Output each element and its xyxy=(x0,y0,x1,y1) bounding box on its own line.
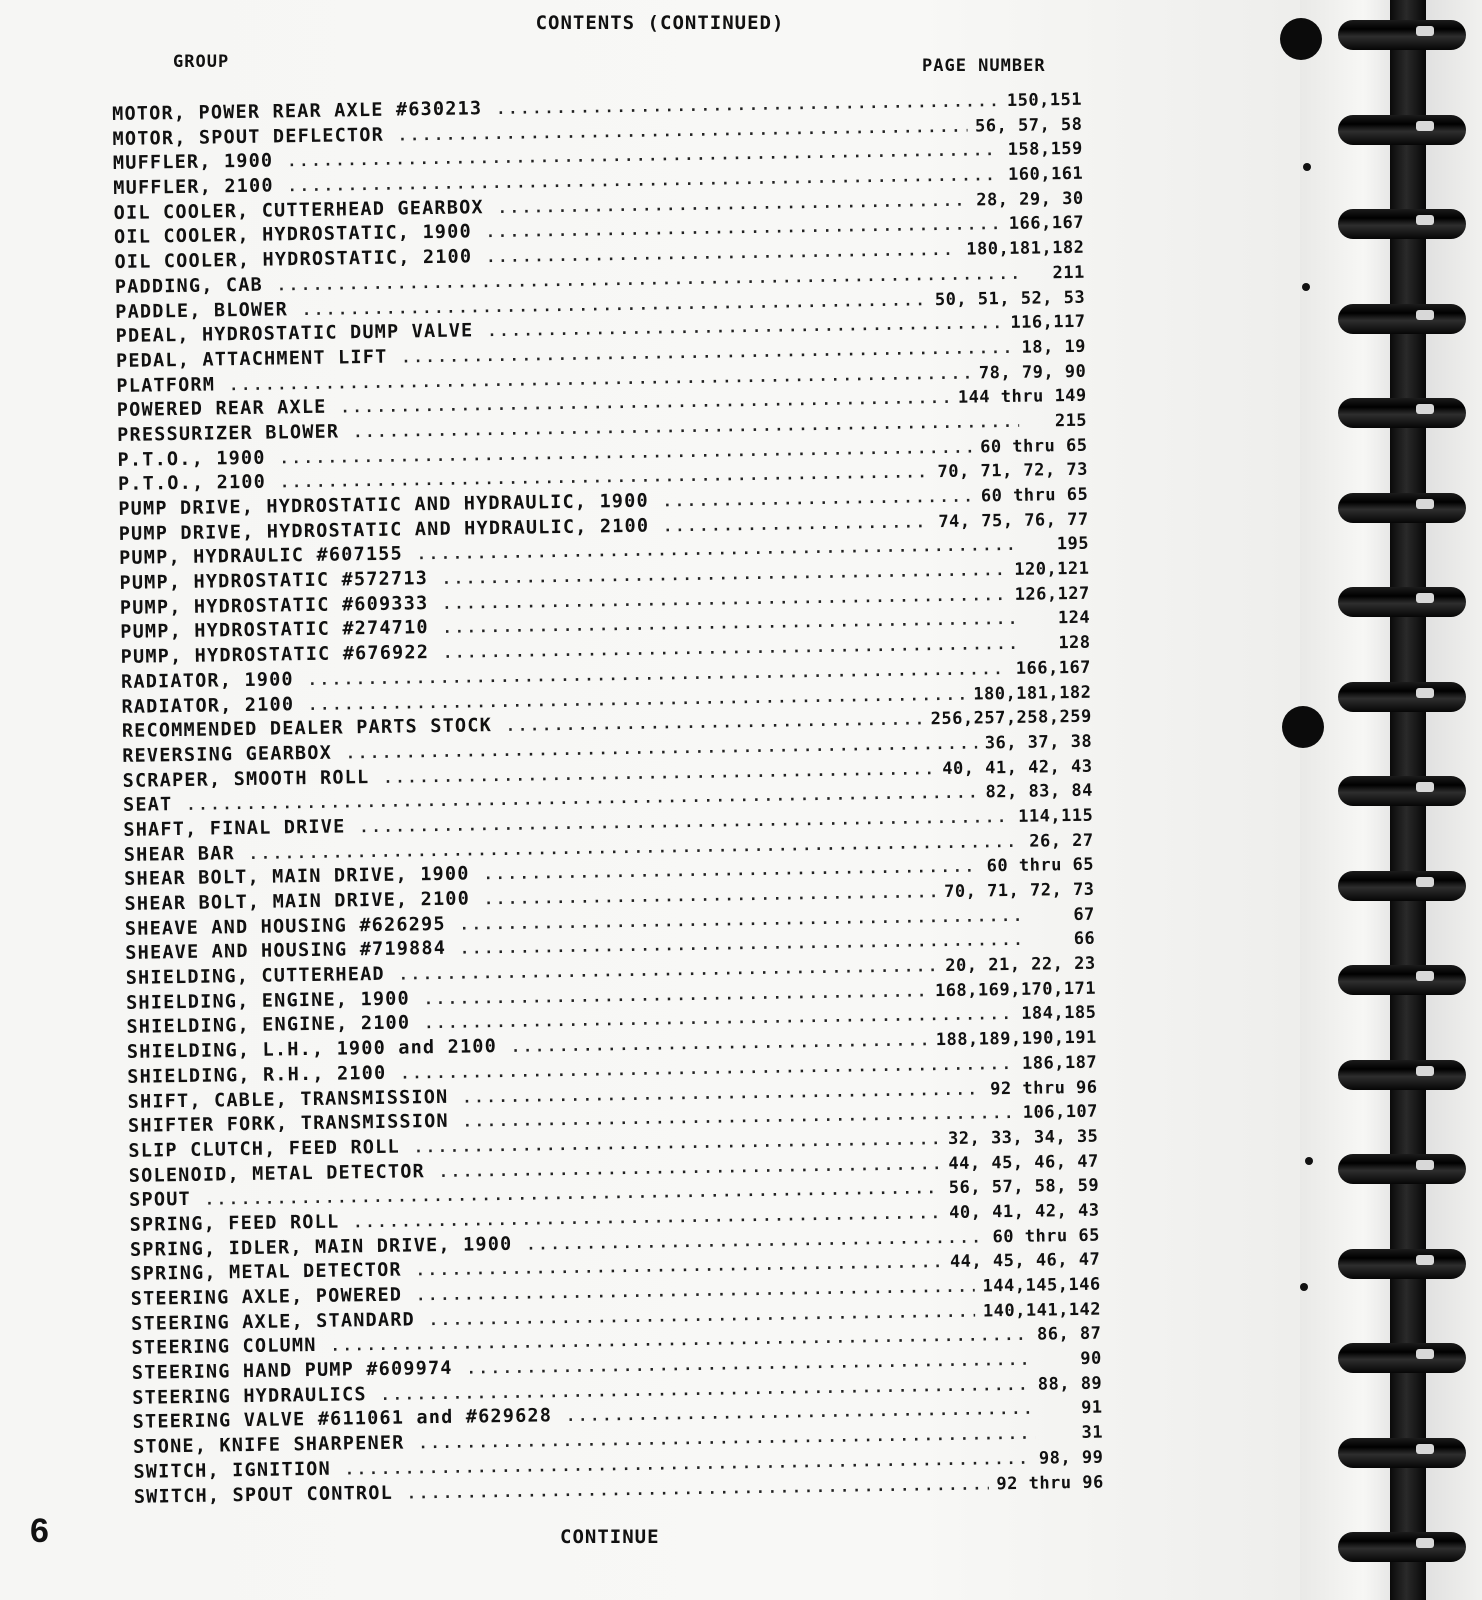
ink-speck xyxy=(1302,283,1310,291)
entry-page-numbers: 116,117 xyxy=(1010,311,1086,334)
ink-speck xyxy=(1303,163,1311,171)
entry-page-numbers: 92 thru 96 xyxy=(996,1472,1104,1494)
entry-page-numbers: 166,167 xyxy=(1015,657,1092,679)
entry-group-name: P.T.O., 2100 xyxy=(117,471,267,496)
binding-coil xyxy=(1338,304,1466,334)
entry-page-numbers: 60 thru 65 xyxy=(980,484,1089,507)
entry-page-numbers: 90 xyxy=(1080,1348,1102,1370)
entry-page-numbers: 98, 99 xyxy=(1038,1447,1104,1469)
entry-page-numbers: 158,159 xyxy=(1007,139,1083,161)
entry-page-numbers: 82, 83, 84 xyxy=(985,780,1094,803)
entry-group-name: OIL COOLER, HYDROSTATIC, 2100 xyxy=(114,246,473,274)
entry-group-name: SHEAR BOLT, MAIN DRIVE, 1900 xyxy=(124,863,470,891)
entry-page-numbers: 44, 45, 46, 47 xyxy=(948,1151,1099,1174)
entry-page-numbers: 60 thru 65 xyxy=(992,1225,1101,1247)
entry-group-name: SHEAVE AND HOUSING #719884 xyxy=(125,938,447,965)
binding-coil xyxy=(1338,1438,1466,1468)
entry-group-name: SWITCH, IGNITION xyxy=(133,1458,332,1483)
entry-page-numbers: 188,189,190,191 xyxy=(935,1027,1097,1051)
entry-page-numbers: 144 thru 149 xyxy=(957,385,1087,408)
entry-group-name: SHIELDING, ENGINE, 1900 xyxy=(125,988,411,1014)
entry-group-name: STEERING VALVE #611061 and #629628 xyxy=(132,1405,553,1434)
entry-group-name: SHEAR BOLT, MAIN DRIVE, 2100 xyxy=(124,888,471,915)
entry-group-name: OIL COOLER, CUTTERHEAD GEARBOX xyxy=(113,196,484,224)
ink-speck xyxy=(1300,1283,1308,1291)
entry-group-name: SWITCH, SPOUT CONTROL xyxy=(133,1482,394,1508)
binding-coil xyxy=(1338,20,1466,50)
entry-group-name: PUMP, HYDROSTATIC #609333 xyxy=(119,592,429,619)
entry-page-numbers: 44, 45, 46, 47 xyxy=(949,1249,1101,1273)
entry-group-name: SPRING, FEED ROLL xyxy=(129,1211,340,1236)
dot-leader xyxy=(526,1228,984,1253)
entry-page-numbers: 50, 51, 52, 53 xyxy=(934,287,1086,310)
dot-leader xyxy=(487,314,1002,340)
entry-page-numbers: 28, 29, 30 xyxy=(976,188,1084,211)
entry-page-numbers: 31 xyxy=(1081,1422,1104,1444)
entry-page-numbers: 168,169,170,171 xyxy=(934,978,1097,1001)
dot-leader xyxy=(496,92,999,118)
entry-page-numbers: 195 xyxy=(1056,534,1090,555)
entry-page-numbers: 86, 87 xyxy=(1036,1323,1102,1345)
group-column-header: GROUP xyxy=(173,52,230,72)
entry-group-name: MOTOR, POWER REAR AXLE #630213 xyxy=(112,98,483,125)
dot-leader xyxy=(486,215,1001,241)
entry-page-numbers: 74, 75, 76, 77 xyxy=(938,509,1089,532)
entry-page-numbers: 106,107 xyxy=(1022,1101,1099,1124)
dot-leader xyxy=(484,883,936,908)
entry-group-name: SCRAPER, SMOOTH ROLL xyxy=(122,766,370,792)
entry-page-numbers: 215 xyxy=(1054,410,1088,432)
dot-leader xyxy=(483,858,978,884)
binding-coil xyxy=(1338,493,1466,523)
entry-group-name: SHIELDING, L.H., 1900 and 2100 xyxy=(126,1036,498,1064)
entry-group-name: STEERING AXLE, STANDARD xyxy=(131,1309,416,1335)
entry-page-numbers: 60 thru 65 xyxy=(979,435,1088,458)
entry-page-numbers: 56, 57, 58, 59 xyxy=(948,1175,1100,1199)
entry-page-numbers: 56, 57, 58 xyxy=(974,114,1083,137)
entry-group-name: PUMP DRIVE, HYDROSTATIC AND HYDRAULIC, 2100 xyxy=(118,515,650,545)
page-number-column-header: PAGE NUMBER xyxy=(922,56,1046,76)
entry-group-name: SHAFT, FINAL DRIVE xyxy=(123,816,346,841)
binding-coil xyxy=(1338,587,1466,617)
dot-leader xyxy=(663,488,973,511)
entry-group-name: SPRING, METAL DETECTOR xyxy=(130,1259,402,1286)
binding-coil xyxy=(1338,871,1466,901)
dot-leader xyxy=(511,1031,928,1056)
binding-coil xyxy=(1338,209,1466,239)
entry-page-numbers: 180,181,182 xyxy=(966,237,1085,260)
entry-page-numbers: 36, 37, 38 xyxy=(984,731,1093,754)
entry-page-numbers: 40, 41, 42, 43 xyxy=(942,756,1093,779)
entry-group-name: P.T.O., 1900 xyxy=(117,447,266,471)
entry-page-numbers: 67 xyxy=(1073,904,1096,925)
binding-coil xyxy=(1338,115,1466,145)
entry-page-numbers: 124 xyxy=(1057,608,1091,629)
entry-group-name: SPRING, IDLER, MAIN DRIVE, 1900 xyxy=(129,1233,513,1261)
binding-coil xyxy=(1338,682,1466,712)
entry-page-numbers: 60 thru 65 xyxy=(986,854,1095,877)
entry-page-numbers: 26, 27 xyxy=(1029,830,1094,852)
entry-group-name: SHIELDING, CUTTERHEAD xyxy=(125,963,385,989)
entry-page-numbers: 166,167 xyxy=(1008,213,1085,235)
entry-group-name: PADDING, CAB xyxy=(114,274,264,298)
entry-group-name: RADIATOR, 1900 xyxy=(120,669,294,693)
entry-page-numbers: 211 xyxy=(1052,262,1085,284)
punch-hole xyxy=(1280,18,1322,60)
binding-coil xyxy=(1338,965,1466,995)
entry-page-numbers: 256,257,258,259 xyxy=(930,706,1092,730)
entry-group-name: OIL COOLER, HYDROSTATIC, 1900 xyxy=(113,221,473,249)
entry-page-numbers: 126,127 xyxy=(1014,583,1090,605)
dot-leader xyxy=(486,241,958,266)
entry-group-name: STEERING COLUMN xyxy=(131,1335,317,1360)
entry-group-name: PDEAL, HYDROSTATIC DUMP VALVE xyxy=(115,320,474,348)
dot-leader xyxy=(566,1400,1035,1425)
entry-page-numbers: 91 xyxy=(1080,1398,1103,1419)
contents-list xyxy=(112,89,1104,1511)
entry-group-name: STONE, KNIFE SHARPENER xyxy=(132,1432,405,1458)
entry-group-name: SOLENOID, METAL DETECTOR xyxy=(128,1160,426,1187)
entry-page-numbers: 20, 21, 22, 23 xyxy=(945,953,1096,977)
ink-speck xyxy=(1305,1157,1313,1165)
entry-group-name: STEERING AXLE, POWERED xyxy=(130,1284,403,1310)
entry-group-name: SLIP CLUTCH, FEED ROLL xyxy=(128,1136,401,1162)
entry-group-name: PUMP DRIVE, HYDROSTATIC AND HYDRAULIC, 1900 xyxy=(118,490,650,520)
dot-leader xyxy=(506,711,923,736)
entry-page-numbers: 70, 71, 72, 73 xyxy=(937,460,1089,483)
binding-coil xyxy=(1338,1060,1466,1090)
entry-page-numbers: 128 xyxy=(1058,632,1091,654)
entry-group-name: MUFFLER, 2100 xyxy=(113,175,274,200)
binding-coil xyxy=(1338,398,1466,428)
entry-group-name: RECOMMENDED DEALER PARTS STOCK xyxy=(121,715,493,743)
entry-page-numbers: 140,141,142 xyxy=(982,1299,1102,1322)
punch-hole xyxy=(1282,706,1324,748)
page-title: CONTENTS (CONTINUED) xyxy=(535,12,785,34)
entry-group-name: RADIATOR, 2100 xyxy=(121,693,295,718)
entry-page-numbers: 114,115 xyxy=(1017,805,1094,827)
entry-page-numbers: 70, 71, 72, 73 xyxy=(944,879,1095,903)
entry-group-name: STEERING HYDRAULICS xyxy=(132,1383,367,1409)
entry-page-numbers: 150,151 xyxy=(1006,89,1083,111)
continue-label: CONTINUE xyxy=(560,1526,660,1548)
entry-group-name: PEDAL, ATTACHMENT LIFT xyxy=(115,346,388,372)
entry-page-numbers: 88, 89 xyxy=(1037,1373,1103,1395)
entry-group-name: PRESSURIZER BLOWER xyxy=(117,421,340,446)
entry-page-numbers: 78, 79, 90 xyxy=(978,361,1087,383)
binding-coil xyxy=(1338,1154,1466,1184)
binding-coil xyxy=(1338,1343,1466,1373)
entry-group-name: SPOUT xyxy=(129,1189,192,1212)
entry-group-name: PUMP, HYDRAULIC #607155 xyxy=(118,543,404,570)
binding-coil xyxy=(1338,1249,1466,1279)
entry-group-name: SHIFTER FORK, TRANSMISSION xyxy=(127,1111,449,1138)
entry-group-name: PUMP, HYDROSTATIC #274710 xyxy=(120,617,429,644)
binding-coil xyxy=(1338,1532,1466,1562)
entry-group-name: PUMP, HYDROSTATIC #676922 xyxy=(120,642,430,669)
entry-page-numbers: 32, 33, 34, 35 xyxy=(947,1126,1099,1149)
entry-group-name: PADDLE, BLOWER xyxy=(115,298,289,323)
entry-group-name: MOTOR, SPOUT DEFLECTOR xyxy=(112,124,385,150)
entry-page-numbers: 18, 19 xyxy=(1021,336,1087,358)
entry-group-name: SHEAVE AND HOUSING #626295 xyxy=(124,913,446,940)
entry-group-name: PLATFORM xyxy=(116,373,216,397)
entry-group-name: POWERED REAR AXLE xyxy=(116,396,327,422)
entry-group-name: SHIELDING, R.H., 2100 xyxy=(127,1062,387,1088)
entry-page-numbers: 144,145,146 xyxy=(982,1274,1101,1297)
binding-coil xyxy=(1338,776,1466,806)
entry-page-numbers: 180,181,182 xyxy=(973,682,1092,705)
entry-page-numbers: 184,185 xyxy=(1021,1003,1097,1025)
entry-page-numbers: 120,121 xyxy=(1014,558,1090,580)
dot-leader xyxy=(663,513,930,535)
entry-page-numbers: 40, 41, 42, 43 xyxy=(949,1200,1100,1223)
entry-page-numbers: 186,187 xyxy=(1021,1052,1098,1074)
entry-group-name: SHIFT, CABLE, TRANSMISSION xyxy=(127,1086,449,1113)
dot-leader xyxy=(424,982,927,1008)
entry-group-name: PUMP, HYDROSTATIC #572713 xyxy=(119,568,429,595)
entry-page-numbers: 66 xyxy=(1073,929,1096,950)
entry-group-name: SHEAR BAR xyxy=(123,842,235,866)
dot-leader xyxy=(439,1155,941,1181)
entry-group-name: SHIELDING, ENGINE, 2100 xyxy=(126,1012,411,1039)
entry-group-name: STEERING HAND PUMP #609974 xyxy=(131,1357,453,1384)
entry-group-name: REVERSING GEARBOX xyxy=(122,742,333,767)
entry-group-name: SEAT xyxy=(122,794,173,817)
dot-leader xyxy=(498,191,969,216)
entry-page-numbers: 160,161 xyxy=(1007,163,1084,185)
entry-page-numbers: 92 thru 96 xyxy=(990,1077,1098,1099)
entry-group-name: MUFFLER, 1900 xyxy=(112,150,274,175)
page-number: 6 xyxy=(30,1512,49,1550)
